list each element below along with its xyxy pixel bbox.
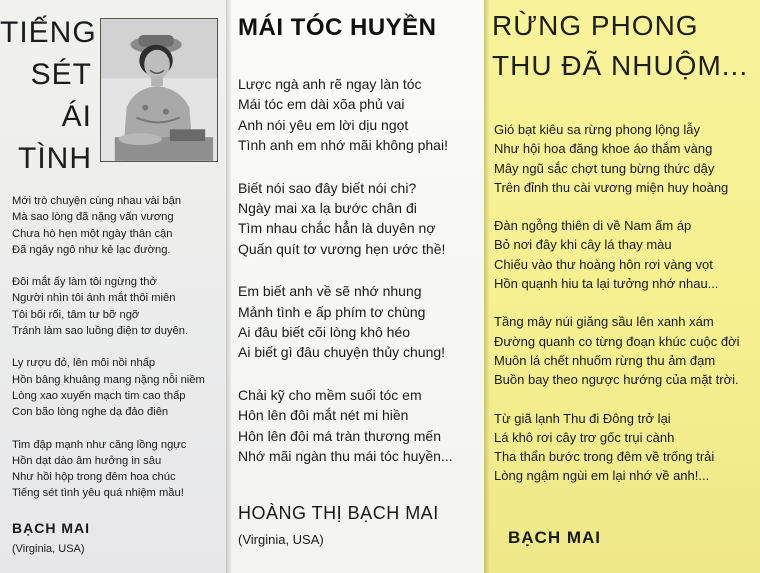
poem-line: Anh nói yêu em lời dịu ngọt [238,116,409,133]
author-portrait-photo [100,18,218,162]
poem-line: Lược ngà anh rẽ ngay làn tóc [238,76,422,92]
poem-line: Con bão lòng nghe dạ đảo điên [12,406,169,419]
poem1-stanza [12,274,224,339]
poem-line: Tầng mây núi giăng sầu lên xanh xám [494,314,714,330]
poem-line: Ai đâu biết cõi lòng khô héo [238,324,411,341]
poem-line: Tình anh em nhớ mãi không phai! [238,137,448,154]
poem-line: Ai biết gì đâu chuyện thủy chung! [238,344,446,361]
poem2-body [238,74,482,489]
poem-line: Đã ngây ngô như kẻ lạc đường. [12,243,171,256]
poem1-title-line: TÌNH [18,142,92,175]
poem-line: Lòng xao xuyến mạch tim cao thấp [12,389,186,402]
poem-line: Quấn quít tơ vương hẹn ước thề! [238,240,446,257]
poem-line: Như hồi hộp trong đêm hoa chúc [12,471,176,484]
poem3-stanza [494,312,756,389]
poem-line: Như hội hoa đăng khoe áo thắm vàng [494,141,713,157]
poem3-author: BẠCH MAI [508,528,601,547]
poem1-stanza [12,437,224,502]
poem-line: Ngày mai xa lạ bước chân đi [238,200,417,217]
poem-line: Mới trò chuyện cùng nhau vài bận [12,195,182,207]
poem-line: Tiếng sét tình yêu quá nhiệm mầu! [12,487,184,500]
poem2-stanza [238,74,482,156]
poem-line: Hồn bâng khuâng mang nặng nỗi niềm [12,373,205,386]
poem-line: Em biết anh về sẽ nhớ nhung [238,283,422,300]
poem-line: Trên đỉnh thu cài vương miện huy hoàng [494,179,729,195]
poem3-title-line: THU ĐÃ NHUỘM... [492,50,749,81]
poem-line: Lòng ngậm ngùi em lại nhớ về anh!... [494,468,710,484]
poem-line: Bỏ nơi đây khi cây lá thay màu [494,237,672,253]
poem2-stanza [238,281,482,363]
poem-line: Tim đập mạnh như căng lồng ngực [12,438,187,451]
poem-line: Đường quanh co từng đoạn khúc cuộc đời [494,333,740,349]
poem1-author: BẠCH MAI [12,520,90,536]
poem3-body [494,120,756,505]
poem-line: Buồn bay theo ngược hướng của mặt trời. [494,372,739,388]
poem-line: Tôi bối rối, tâm tư bỡ ngỡ [12,308,140,321]
poem-line: Muôn lá chết nhuốm rừng thu ảm đạm [494,352,716,368]
poem1-title-line: SÉT [30,58,92,91]
poem-line: Đàn ngỗng thiên di về Nam ấm áp [494,218,692,234]
poem-line: Tránh làm sao luồng điện tơ duyên. [12,325,189,338]
poem3-stanza [494,216,756,293]
poem-line: Người nhìn tôi ánh mắt thôi miên [12,292,176,305]
poem1-title-line: TIẾNG [0,16,97,49]
poem-line: Đôi mắt ấy làm tôi ngừng thở [12,276,157,289]
poem-line: Lá khô rơi cây trơ gốc trụi cành [494,429,675,445]
poem3-title-line: RỪNG PHONG [492,10,699,41]
poem-line: Mảnh tình e ấp phím tơ chùng [238,303,426,320]
poem-line: Gió bạt kiêu sa rừng phong lộng lẫy [494,122,701,137]
poem-line: Chải kỹ cho mềm suối tóc em [238,386,422,403]
poem-column-rung-phong-thu-da-nhuom [484,0,760,573]
poem-line: Hôn lên đôi mắt nét mi hiền [238,407,409,424]
portrait-illustration [101,19,217,161]
poem-line: Mái tóc em dài xõa phủ vai [238,96,405,113]
poem2-stanza [238,178,482,260]
poem2-location: (Virginia, USA) [238,532,324,547]
poem-line: Mây ngũ sắc chợt tung bừng thức dậy [494,160,715,176]
poem-line: Mà sao lòng đã nặng vấn vương [12,211,174,224]
poem-line: Ly rượu đỏ, lên môi nồi nhấp [12,357,156,370]
poem-column-tieng-set-ai-tinh [0,0,226,573]
poem-line: Hồn quạnh hiu ta lại tưởng nhớ nhau... [494,276,719,292]
poem-line: Tha thẩn bước trong đêm về trống trải [494,449,715,465]
poem2-author: HOÀNG THỊ BẠCH MAI [238,503,439,523]
column-divider [226,0,232,573]
poem-line: Biết nói sao đây biết nói chi? [238,179,417,196]
poem-line: Tìm nhau chắc hẳn là duyên nợ [238,220,436,237]
poem-column-mai-toc-huyen [226,0,484,573]
column-divider [484,0,490,573]
poem-line: Hồn dạt dào âm hưởng in sâu [12,454,162,467]
poem-line: Nhớ mãi ngàn thu mái tóc huyền... [238,448,453,465]
poem1-title [0,12,97,180]
poem1-body [12,193,224,518]
poem1-stanza [12,355,224,420]
poem3-stanza [494,120,756,197]
poem1-stanza [12,193,224,258]
poem-line: Hôn lên đôi má tràn thương mến [238,427,441,444]
poem3-stanza [494,409,756,486]
poem2-title: MÁI TÓC HUYỀN [238,14,437,41]
poem2-stanza [238,385,482,467]
poem1-title-line: ÁI [61,100,92,133]
poem-line: Chưa hò hẹn một ngày thân cận [12,227,173,240]
poem3-title [492,6,754,86]
poem-line: Chiếu vào thư hoàng hôn rơi vàng vọt [494,256,713,272]
poem1-location: (Virginia, USA) [12,543,85,555]
poem-line: Từ giã lạnh Thu đi Đông trở lại [494,410,671,426]
